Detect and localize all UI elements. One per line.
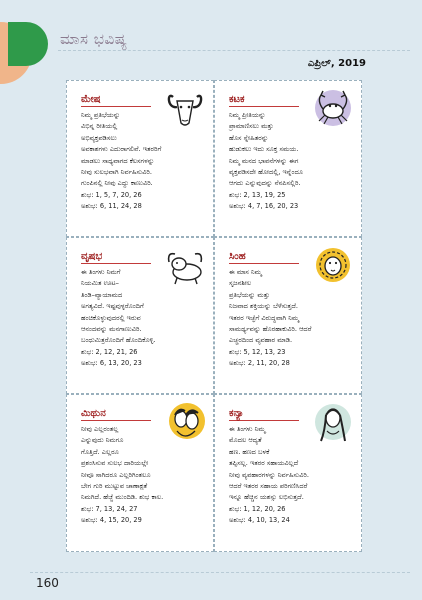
footer-divider [30, 572, 410, 573]
sign-description: ಈ ತಿಂಗಳು ನಿಮಗೆ ನಿಯಮಿತ ಊಟ– ತಿಂಡಿ–ವ್ಯಾಯಾಮದ ಅಗತ್ಯವಿದೆ. ಇಷ್ಟವುಳ್ಳರೊಂದಿಗೆ ಹಂಚಿಕೊಳ್ಳುವುದರಲ್ಲಿ ಇರುವ ಆನಂದವನ್ನು ಮನಗಾಣುವಿರಿ. ಬಂಧುಮಿತ್ರರೊಂದಿಗೆ ಹೊಂದಿಕೊಳ್ಳಿ. [81, 268, 156, 345]
decorative-circle-green [8, 22, 48, 66]
sign-name: ಮೇಷ [81, 94, 151, 107]
inauspicious-dates: ಅಶುಭ: 4, 10, 13, 24 [229, 516, 290, 525]
maiden-icon [313, 401, 353, 443]
inauspicious-dates: ಅಶುಭ: 2, 11, 20, 28 [229, 359, 290, 368]
sign-name: ಕನ್ಯಾ [229, 408, 299, 421]
inauspicious-dates: ಅಶುಭ: 6, 11, 24, 28 [81, 202, 142, 211]
sign-card-vrushabha [66, 237, 214, 394]
sign-description: ಈ ಮಾಸ ನಿಮ್ಮ ಸೃಜನಶೀಲ ಪ್ರತಿಭೆಯನ್ನು ಮತ್ತು ನಿಜವಾದ ಶಕ್ತಿಯನ್ನು ಬೆಳೆಸುತ್ತದೆ. ಇತರರ ಇಚ್ಛೆಗೆ ವಿರುದ್ಧವಾಗಿ ನಿಮ್ಮ ಸಾಮರ್ಥ್ಯವನ್ನು ಹೊರಹಾಕುವಿರಿ. ಆದರೆ ಎಚ್ಚರದಿಂದ ವ್ಯವಹಾರ ಮಾಡಿ. [229, 268, 312, 345]
lucky-dates: ಶುಭ: 1, 5, 7, 20, 26 [81, 190, 142, 199]
ram-icon [165, 87, 205, 129]
sign-name: ಮಿಥುನ [81, 408, 151, 421]
lucky-dates: ಶುಭ: 7, 13, 24, 27 [81, 504, 138, 513]
sign-card-mesha [66, 80, 214, 237]
sign-card-simha [214, 237, 362, 394]
page-number: 160 [36, 576, 59, 590]
inauspicious-dates: ಅಶುಭ: 6, 13, 20, 23 [81, 359, 142, 368]
lucky-dates: ಶುಭ: 1, 12, 20, 26 [229, 504, 286, 513]
lucky-dates: ಶುಭ: 2, 13, 19, 25 [229, 190, 286, 199]
sign-card-mithuna [66, 394, 214, 552]
sign-name: ವೃಷಭ [81, 251, 151, 264]
sign-name: ಕಟಕ [229, 94, 299, 107]
lucky-dates: ಶುಭ: 2, 12, 21, 26 [81, 347, 138, 356]
page-title: ಮಾಸ ಭವಿಷ್ಯ [60, 30, 128, 48]
inauspicious-dates: ಅಶುಭ: 4, 7, 16, 20, 23 [229, 202, 299, 211]
sign-card-kataka [214, 80, 362, 237]
sign-description: ಈ ತಿಂಗಳು ನಿಮ್ಮ ಮೊದಲ ಆದ್ಯತೆ ಹಣ. ಹಣದ ಬಳಕೆ ತಪ್ಪಿಸಲ್ಲ. ಇತರರ ಸಹಾಯವಿಲ್ಲದೆ ನೀವು ವ್ಯವಹಾರಗಳನ್ನು ನಿರ್ವಹಿಸುವಿರಿ. ಆದರೆ ಇತರರ ಸಹಾಯ ಪರಿಗಣಿಸಿದರೆ ಇನ್ನೂ ಹೆಚ್ಚಿನ ಯಶಸ್ಸು ಲಭಿಸುತ್ತದೆ. [229, 425, 309, 502]
lucky-dates: ಶುಭ: 5, 12, 13, 23 [229, 347, 286, 356]
title-divider [58, 50, 410, 51]
bull-icon [165, 244, 205, 286]
twins-icon [165, 401, 205, 443]
sign-name: ಸಿಂಹ [229, 251, 299, 264]
sign-description: ನಿಮ್ಮ ಪ್ರೀತಿಯನ್ನು ಪ್ರಾಮಾಣಿಸಲು ಮತ್ತು ಹೊಸ ಸ್ನೇಹಿತರನ್ನು ಹುಡುಕಲು ಇದು ಸೂಕ್ತ ಸಮಯ. ನಿಮ್ಮ ಮನದ ಭಾವನೆಗಳನ್ನು ಈಗ ವ್ಯಕ್ತಪಡಿಸದೇ ಹೋದಲ್ಲಿ, ಇನ್ನೆಂದೂ ಆಗದು ಎನ್ನುವುದನ್ನು ನೆನಪಿಸಲ್ಲಿರಿ. [229, 111, 303, 188]
sign-card-kanya [214, 394, 362, 552]
issue-date: ಎಪ್ರಿಲ್, 2019 [307, 58, 366, 69]
inauspicious-dates: ಅಶುಭ: 4, 15, 20, 29 [81, 516, 142, 525]
lion-icon [313, 244, 353, 286]
crab-icon [313, 87, 353, 129]
sign-description: ನೀವು ಎಲ್ಲರಂತಲ್ಲ ಎನ್ನುವುದು ನಿಮಗೂ ಗೊತ್ತಿದೆ. ಎಲ್ಲರೂ ಪ್ರಶಂಸಿಸುವ ಸುಲಭ ದಾರಿಯಲ್ಲೇ ನೀವೂ ಸಾಗಿದರೂ ಎಲ್ಲರಿಗಿಂತಲೂ ಬೇಗ ಗುರಿ ಮುಟ್ಟುವ ಚಾಣಾಕ್ಷತೆ ನಿಮಗಿದೆ. ಹೆಜ್ಜೆ ಮುಂದಿಡಿ. ಶುಭ ಕಾಲ. [81, 425, 164, 502]
horoscope-grid [66, 80, 362, 552]
sign-description: ನಿಮ್ಮ ಪ್ರತಿಭೆಯನ್ನು ವಿಭಿನ್ನ ರೀತಿಯಲ್ಲಿ ಅಭಿವ್ಯಕ್ತಪಡಿಸಲು ಅವಕಾಶಗಳು ಎದುರಾಗಲಿವೆ. ಇತರರಿಗೆ ಮಾಡಲು ಸಾಧ್ಯವಾಗದ ಕೆಲಸಗಳನ್ನು ನೀವು ಸುಲಭವಾಗಿ ನಿರ್ವಹಿಸುವಿರಿ. ಗುಂಪಿನಲ್ಲಿ ನೀವು ಎದ್ದು ಕಾಣುವಿರಿ. [81, 111, 162, 188]
